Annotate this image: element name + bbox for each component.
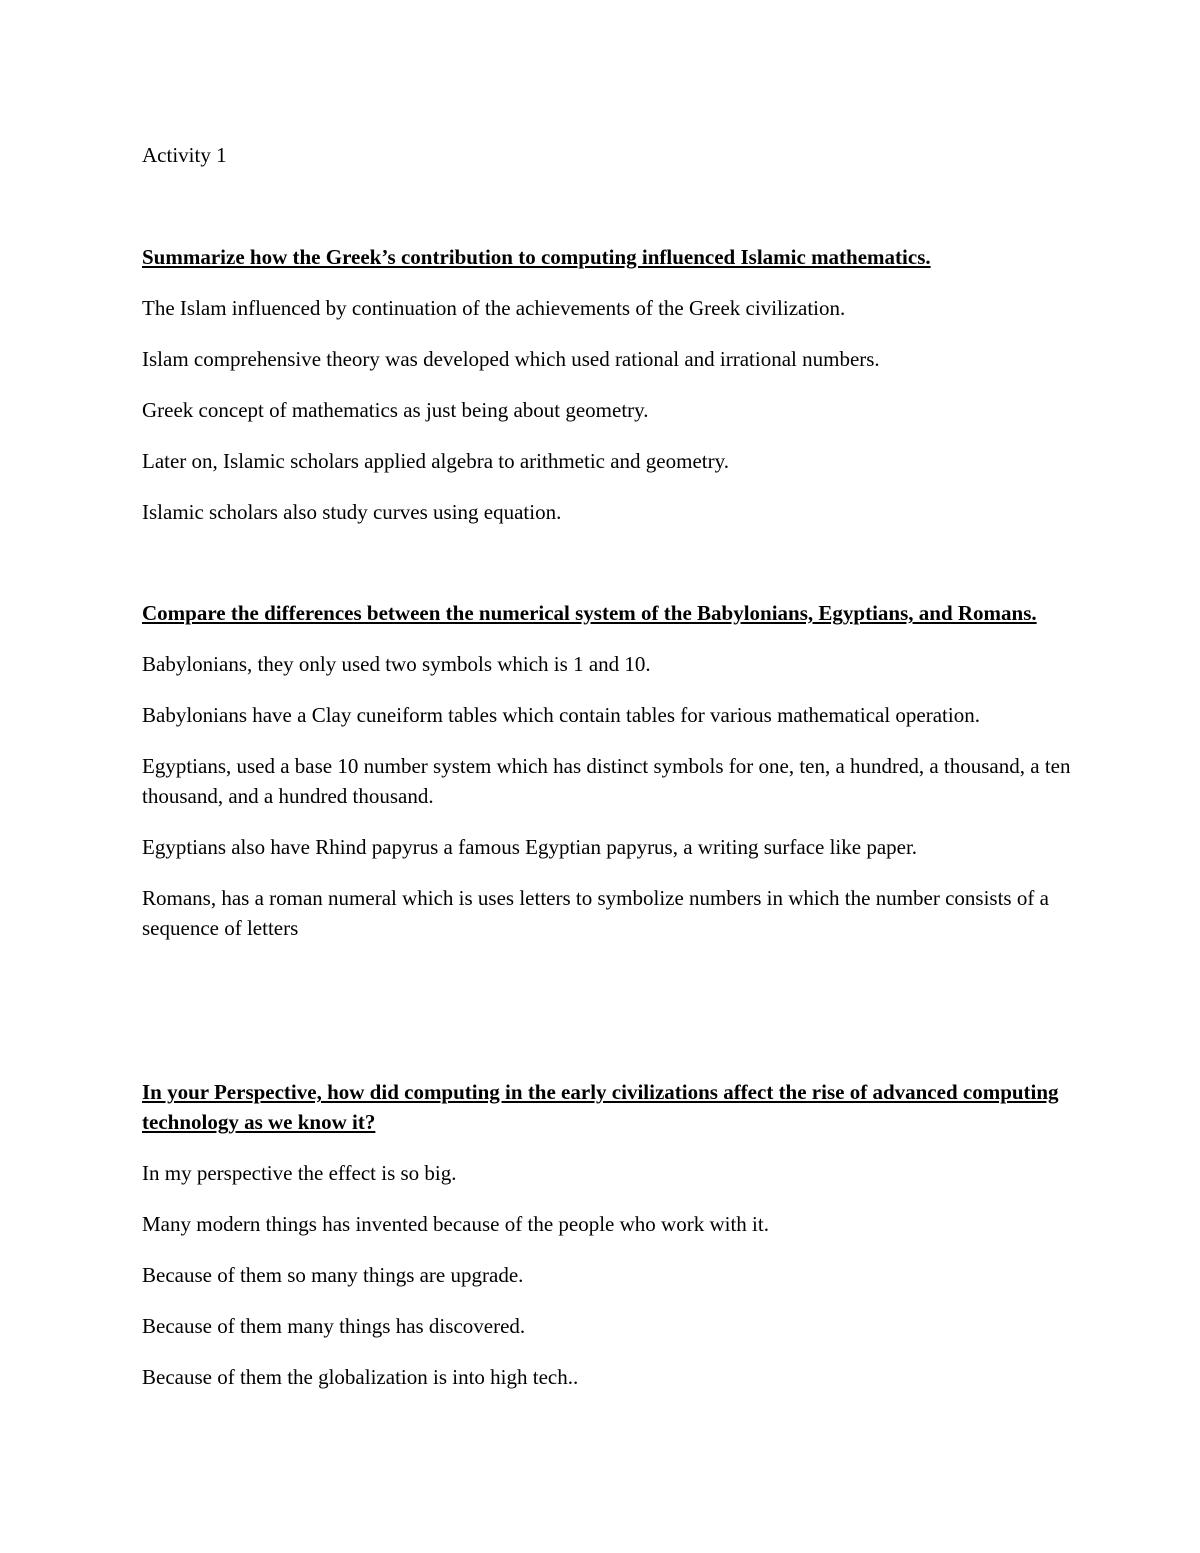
answer-paragraph: Babylonians, they only used two symbols which is 1 and 10. <box>142 652 651 676</box>
question-section-1 <box>142 242 1072 527</box>
answer-paragraph: The Islam influenced by continuation of the achievements of the Greek civilization. <box>142 296 846 320</box>
question-heading: Compare the differences between the numerical system of the Babylonians, Egyptians, and Romans. <box>142 601 1037 625</box>
answer-paragraph: Romans, has a roman numeral which is uses letters to symbolize numbers in which the number consists of a sequence of letters <box>142 886 1049 940</box>
answer-paragraph: Because of them the globalization is into high tech.. <box>142 1365 579 1389</box>
question-section-3 <box>142 1077 1072 1392</box>
answer-paragraph: Islamic scholars also study curves using equation. <box>142 500 562 524</box>
answer-paragraph: Because of them so many things are upgrade. <box>142 1263 524 1287</box>
answer-paragraph: Egyptians, used a base 10 number system which has distinct symbols for one, ten, a hundred, a thousand, a ten thousand, and a hundred thousand. <box>142 754 1071 808</box>
question-section-2 <box>142 598 1072 943</box>
answer-paragraph: Egyptians also have Rhind papyrus a famous Egyptian papyrus, a writing surface like paper. <box>142 835 918 859</box>
answer-paragraph: Greek concept of mathematics as just being about geometry. <box>142 398 649 422</box>
answer-paragraph: In my perspective the effect is so big. <box>142 1161 457 1185</box>
answer-paragraph: Babylonians have a Clay cuneiform tables which contain tables for various mathematical operation. <box>142 703 980 727</box>
answer-paragraph: Islam comprehensive theory was developed which used rational and irrational numbers. <box>142 347 880 371</box>
question-heading: In your Perspective, how did computing in the early civilizations affect the rise of advanced computing technology as we know it? <box>142 1080 1059 1134</box>
question-heading: Summarize how the Greek’s contribution to computing influenced Islamic mathematics. <box>142 245 931 269</box>
document-title: Activity 1 <box>142 143 227 167</box>
answer-paragraph: Because of them many things has discovered. <box>142 1314 526 1338</box>
answer-paragraph: Many modern things has invented because of the people who work with it. <box>142 1212 769 1236</box>
answer-paragraph: Later on, Islamic scholars applied algebra to arithmetic and geometry. <box>142 449 729 473</box>
